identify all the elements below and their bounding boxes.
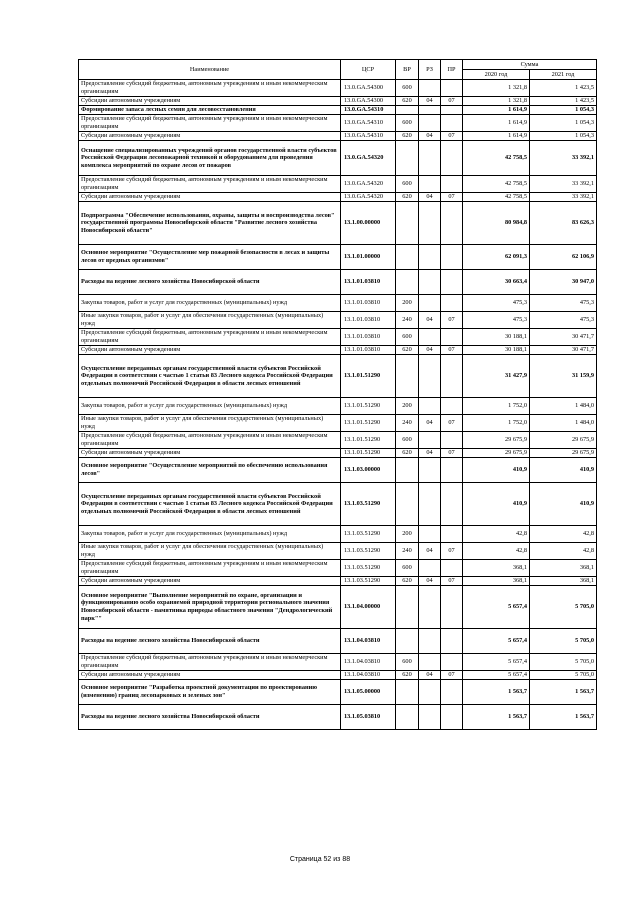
table-row (79, 629, 597, 654)
cell-2021: 42,8 (530, 543, 597, 560)
cell-2021: 33 392,1 (530, 193, 597, 202)
cell-vr: 620 (396, 97, 419, 106)
cell-pr (441, 355, 463, 398)
cell-csr: 13.0.GA.54300 (341, 97, 396, 106)
cell-2021: 83 626,3 (530, 202, 597, 245)
cell-csr: 13.0.GA.54320 (341, 141, 396, 176)
cell-vr: 600 (396, 654, 419, 671)
cell-2021: 29 675,9 (530, 432, 597, 449)
cell-2020: 1 614,9 (463, 115, 530, 132)
cell-2020: 29 675,9 (463, 449, 530, 458)
cell-pr: 07 (441, 449, 463, 458)
cell-2020: 30 188,1 (463, 329, 530, 346)
cell-csr: 13.1.04.03810 (341, 654, 396, 671)
cell-name: Предоставление субсидий бюджетным, автономным учреждениям и иным некоммерческим организациям (79, 560, 341, 577)
header-year-2020: 2020 год (463, 70, 530, 80)
cell-csr: 13.1.01.03810 (341, 312, 396, 329)
table-row (79, 346, 597, 355)
cell-rz: 04 (419, 415, 441, 432)
table-row (79, 270, 597, 295)
cell-csr: 13.1.01.51290 (341, 415, 396, 432)
cell-vr (396, 586, 419, 629)
cell-2021: 62 106,9 (530, 245, 597, 270)
cell-vr: 620 (396, 132, 419, 141)
header-sum: Сумма (463, 60, 597, 70)
cell-2021: 1 484,0 (530, 398, 597, 415)
cell-2020: 368,1 (463, 560, 530, 577)
cell-vr (396, 705, 419, 730)
cell-vr: 200 (396, 398, 419, 415)
table-row (79, 295, 597, 312)
cell-vr: 600 (396, 176, 419, 193)
table-row (79, 577, 597, 586)
cell-rz: 04 (419, 312, 441, 329)
table-row (79, 97, 597, 106)
cell-name: Закупка товаров, работ и услуг для государственных (муниципальных) нужд (79, 295, 341, 312)
table-row (79, 705, 597, 730)
cell-pr (441, 245, 463, 270)
cell-name: Субсидии автономным учреждениям (79, 671, 341, 680)
cell-2020: 1 752,0 (463, 415, 530, 432)
cell-name: Формирование запаса лесных семян для лесовосстановления (79, 106, 341, 115)
cell-csr: 13.0.GA.54300 (341, 80, 396, 97)
cell-name: Основное мероприятие "Выполнение мероприятий по охране, организации и функционированию особо охраняемой природной территории регионального значения Новосибирской области - памятника природы областного значения "Дендрологический парк"" (79, 586, 341, 629)
cell-2021: 1 563,7 (530, 680, 597, 705)
cell-csr: 13.1.01.51290 (341, 355, 396, 398)
cell-csr: 13.1.01.51290 (341, 449, 396, 458)
cell-name: Субсидии автономным учреждениям (79, 449, 341, 458)
cell-2020: 42 758,5 (463, 193, 530, 202)
cell-pr (441, 329, 463, 346)
cell-2021: 410,9 (530, 483, 597, 526)
cell-pr (441, 432, 463, 449)
page-footer: Страница 52 из 88 (289, 856, 351, 863)
cell-2021: 475,3 (530, 295, 597, 312)
cell-vr (396, 680, 419, 705)
cell-vr: 620 (396, 193, 419, 202)
table-row (79, 432, 597, 449)
cell-name: Осуществление переданных органам государственной власти субъектов Российской Федерации в соответствии с частью 1 статьи 83 Лесного кодекса Российской Федерации отдельных полномочий Российской Федерации в области лесных отношений (79, 483, 341, 526)
cell-rz (419, 654, 441, 671)
cell-pr (441, 176, 463, 193)
cell-rz: 04 (419, 132, 441, 141)
cell-2020: 5 657,4 (463, 629, 530, 654)
cell-2020: 42 758,5 (463, 141, 530, 176)
table-row (79, 560, 597, 577)
cell-rz: 04 (419, 346, 441, 355)
cell-pr (441, 202, 463, 245)
cell-pr (441, 680, 463, 705)
cell-2020: 5 657,4 (463, 671, 530, 680)
cell-vr: 200 (396, 526, 419, 543)
cell-pr (441, 705, 463, 730)
cell-name: Основное мероприятие "Осуществление мер пожарной безопасности в лесах и защиты лесов от вредных организмов" (79, 245, 341, 270)
cell-rz (419, 141, 441, 176)
cell-vr (396, 202, 419, 245)
cell-csr: 13.1.03.51290 (341, 560, 396, 577)
cell-csr: 13.1.04.00000 (341, 586, 396, 629)
cell-name: Предоставление субсидий бюджетным, автономным учреждениям и иным некоммерческим организациям (79, 432, 341, 449)
cell-csr: 13.0.GA.54320 (341, 193, 396, 202)
cell-rz (419, 115, 441, 132)
cell-name: Предоставление субсидий бюджетным, автономным учреждениям и иным некоммерческим организациям (79, 654, 341, 671)
cell-vr (396, 270, 419, 295)
cell-name: Иные закупки товаров, работ и услуг для обеспечения государственных (муниципальных) нужд (79, 543, 341, 560)
cell-name: Иные закупки товаров, работ и услуг для обеспечения государственных (муниципальных) нужд (79, 415, 341, 432)
cell-2021: 29 675,9 (530, 449, 597, 458)
cell-name: Основное мероприятие "Осуществление мероприятий по обеспечению использования лесов" (79, 458, 341, 483)
cell-csr: 13.1.04.03810 (341, 671, 396, 680)
cell-2020: 1 563,7 (463, 705, 530, 730)
cell-2021: 30 947,0 (530, 270, 597, 295)
cell-2020: 410,9 (463, 483, 530, 526)
cell-2021: 42,8 (530, 526, 597, 543)
cell-rz (419, 245, 441, 270)
table-row (79, 202, 597, 245)
cell-2021: 368,1 (530, 560, 597, 577)
table-row (79, 586, 597, 629)
cell-pr (441, 270, 463, 295)
cell-pr: 07 (441, 132, 463, 141)
cell-2021: 1 054,3 (530, 106, 597, 115)
cell-name: Предоставление субсидий бюджетным, автономным учреждениям и иным некоммерческим организациям (79, 329, 341, 346)
cell-csr: 13.1.01.03810 (341, 270, 396, 295)
table-row (79, 458, 597, 483)
header-year-2021: 2021 год (530, 70, 597, 80)
cell-csr: 13.1.03.51290 (341, 543, 396, 560)
cell-vr (396, 141, 419, 176)
cell-name: Предоставление субсидий бюджетным, автономным учреждениям и иным некоммерческим организациям (79, 176, 341, 193)
cell-2021: 1 423,5 (530, 80, 597, 97)
cell-rz: 04 (419, 671, 441, 680)
cell-pr (441, 654, 463, 671)
cell-name: Субсидии автономным учреждениям (79, 577, 341, 586)
cell-vr: 600 (396, 560, 419, 577)
cell-vr: 240 (396, 543, 419, 560)
header-vr: ВР (396, 60, 419, 80)
cell-2020: 5 657,4 (463, 654, 530, 671)
cell-name: Субсидии автономным учреждениям (79, 97, 341, 106)
header-csr: ЦСР (341, 60, 396, 80)
cell-rz: 04 (419, 449, 441, 458)
cell-rz (419, 432, 441, 449)
cell-pr (441, 560, 463, 577)
cell-rz (419, 526, 441, 543)
cell-2020: 30 188,1 (463, 346, 530, 355)
table-row (79, 415, 597, 432)
cell-2021: 30 471,7 (530, 329, 597, 346)
table-row (79, 193, 597, 202)
cell-2020: 42,8 (463, 526, 530, 543)
table-row (79, 141, 597, 176)
cell-name: Субсидии автономным учреждениям (79, 132, 341, 141)
cell-csr: 13.1.05.03810 (341, 705, 396, 730)
table-row (79, 671, 597, 680)
cell-pr (441, 115, 463, 132)
cell-2020: 1 614,9 (463, 106, 530, 115)
cell-rz (419, 560, 441, 577)
table-row (79, 543, 597, 560)
cell-vr (396, 458, 419, 483)
cell-rz: 04 (419, 193, 441, 202)
table-row (79, 329, 597, 346)
cell-vr: 600 (396, 432, 419, 449)
cell-pr: 07 (441, 346, 463, 355)
cell-name: Закупка товаров, работ и услуг для государственных (муниципальных) нужд (79, 526, 341, 543)
table-row (79, 355, 597, 398)
cell-pr (441, 586, 463, 629)
cell-2021: 1 054,3 (530, 132, 597, 141)
cell-2020: 30 663,4 (463, 270, 530, 295)
cell-vr: 620 (396, 346, 419, 355)
cell-pr (441, 106, 463, 115)
cell-2021: 1 563,7 (530, 705, 597, 730)
cell-2021: 5 705,0 (530, 654, 597, 671)
cell-name: Подпрограмма "Обеспечение использования, охраны, защиты и воспроизводства лесов" государственной программы Новосибирской области "Развитие лесного хозяйства Новосибирской области" (79, 202, 341, 245)
cell-vr: 240 (396, 312, 419, 329)
cell-rz (419, 458, 441, 483)
cell-2021: 33 392,1 (530, 176, 597, 193)
cell-rz (419, 680, 441, 705)
table-row (79, 132, 597, 141)
cell-rz (419, 629, 441, 654)
table-row (79, 449, 597, 458)
cell-2021: 5 705,0 (530, 671, 597, 680)
cell-name: Предоставление субсидий бюджетным, автономным учреждениям и иным некоммерческим организациям (79, 80, 341, 97)
cell-name: Оснащение специализированных учреждений органов государственной власти субъектов Российской Федерации лесопожарной техникой и оборудованием для проведения комплекса мероприятий по охране лесов от пожаров (79, 141, 341, 176)
table-row (79, 483, 597, 526)
cell-vr: 200 (396, 295, 419, 312)
cell-csr: 13.1.01.00000 (341, 245, 396, 270)
cell-2020: 62 091,3 (463, 245, 530, 270)
cell-pr: 07 (441, 415, 463, 432)
table-row (79, 654, 597, 671)
cell-2021: 1 484,0 (530, 415, 597, 432)
cell-2021: 31 159,9 (530, 355, 597, 398)
table-row (79, 312, 597, 329)
cell-csr: 13.0.GA.54320 (341, 176, 396, 193)
cell-vr: 620 (396, 577, 419, 586)
cell-2021: 368,1 (530, 577, 597, 586)
cell-vr: 620 (396, 671, 419, 680)
table-row (79, 398, 597, 415)
cell-name: Расходы на ведение лесного хозяйства Новосибирской области (79, 270, 341, 295)
cell-vr (396, 355, 419, 398)
cell-2020: 80 984,8 (463, 202, 530, 245)
cell-2021: 475,3 (530, 312, 597, 329)
cell-pr (441, 141, 463, 176)
cell-2021: 1 423,5 (530, 97, 597, 106)
cell-pr: 07 (441, 312, 463, 329)
cell-name: Субсидии автономным учреждениям (79, 346, 341, 355)
cell-name: Предоставление субсидий бюджетным, автономным учреждениям и иным некоммерческим организациям (79, 115, 341, 132)
table-row (79, 176, 597, 193)
cell-pr (441, 80, 463, 97)
cell-vr (396, 245, 419, 270)
cell-pr: 07 (441, 193, 463, 202)
cell-csr: 13.1.03.51290 (341, 526, 396, 543)
cell-csr: 13.1.00.00000 (341, 202, 396, 245)
cell-rz (419, 202, 441, 245)
cell-rz (419, 483, 441, 526)
cell-rz: 04 (419, 577, 441, 586)
cell-name: Осуществление переданных органам государственной власти субъектов Российской Федерации в соответствии с частью 1 статьи 83 Лесного кодекса Российской Федерации отдельных полномочий Российской Федерации в области лесных отношений (79, 355, 341, 398)
cell-vr (396, 106, 419, 115)
table-body (79, 80, 597, 730)
cell-rz (419, 106, 441, 115)
cell-name: Основное мероприятие "Разработка проектной документации по проектированию (изменению) границ лесопарковых и зеленых зон" (79, 680, 341, 705)
cell-name: Расходы на ведение лесного хозяйства Новосибирской области (79, 629, 341, 654)
cell-pr: 07 (441, 577, 463, 586)
cell-pr: 07 (441, 543, 463, 560)
cell-2020: 1 614,9 (463, 132, 530, 141)
cell-vr: 240 (396, 415, 419, 432)
cell-2020: 29 675,9 (463, 432, 530, 449)
cell-vr: 600 (396, 115, 419, 132)
cell-pr (441, 458, 463, 483)
cell-rz (419, 586, 441, 629)
cell-2020: 42,8 (463, 543, 530, 560)
header-name: Наименование (79, 60, 341, 80)
cell-vr: 600 (396, 329, 419, 346)
cell-vr: 600 (396, 80, 419, 97)
cell-2021: 33 392,1 (530, 141, 597, 176)
table-row (79, 115, 597, 132)
cell-2020: 1 321,8 (463, 80, 530, 97)
cell-pr: 07 (441, 671, 463, 680)
cell-pr (441, 295, 463, 312)
cell-name: Закупка товаров, работ и услуг для государственных (муниципальных) нужд (79, 398, 341, 415)
cell-rz (419, 295, 441, 312)
cell-name: Субсидии автономным учреждениям (79, 193, 341, 202)
cell-2020: 410,9 (463, 458, 530, 483)
cell-2021: 1 054,3 (530, 115, 597, 132)
cell-csr: 13.1.04.03810 (341, 629, 396, 654)
cell-name: Иные закупки товаров, работ и услуг для обеспечения государственных (муниципальных) нужд (79, 312, 341, 329)
table-row (79, 526, 597, 543)
cell-vr (396, 483, 419, 526)
cell-rz (419, 398, 441, 415)
cell-csr: 13.1.01.03810 (341, 346, 396, 355)
cell-2020: 475,3 (463, 295, 530, 312)
cell-csr: 13.1.01.03810 (341, 295, 396, 312)
cell-csr: 13.1.05.00000 (341, 680, 396, 705)
cell-rz (419, 329, 441, 346)
cell-rz (419, 270, 441, 295)
cell-2021: 5 705,0 (530, 629, 597, 654)
cell-pr (441, 629, 463, 654)
cell-rz: 04 (419, 543, 441, 560)
cell-csr: 13.1.03.51290 (341, 577, 396, 586)
cell-2020: 42 758,5 (463, 176, 530, 193)
cell-rz: 04 (419, 97, 441, 106)
cell-csr: 13.0.GA.54310 (341, 115, 396, 132)
budget-table (78, 59, 597, 730)
table-row (79, 80, 597, 97)
cell-2020: 1 563,7 (463, 680, 530, 705)
table-row (79, 245, 597, 270)
table-row (79, 680, 597, 705)
cell-2021: 30 471,7 (530, 346, 597, 355)
cell-csr: 13.1.01.03810 (341, 329, 396, 346)
cell-2020: 368,1 (463, 577, 530, 586)
cell-rz (419, 80, 441, 97)
cell-csr: 13.1.01.51290 (341, 398, 396, 415)
cell-name: Расходы на ведение лесного хозяйства Новосибирской области (79, 705, 341, 730)
header-pr: ПР (441, 60, 463, 80)
cell-csr: 13.1.03.51290 (341, 483, 396, 526)
cell-rz (419, 176, 441, 193)
cell-rz (419, 705, 441, 730)
cell-2020: 5 657,4 (463, 586, 530, 629)
cell-pr (441, 526, 463, 543)
cell-vr (396, 629, 419, 654)
table-row (79, 106, 597, 115)
cell-csr: 13.0.GA.54310 (341, 106, 396, 115)
header-rz: РЗ (419, 60, 441, 80)
cell-csr: 13.1.01.51290 (341, 432, 396, 449)
cell-pr (441, 398, 463, 415)
cell-2020: 31 427,9 (463, 355, 530, 398)
cell-pr (441, 483, 463, 526)
cell-2020: 1 321,8 (463, 97, 530, 106)
cell-2021: 410,9 (530, 458, 597, 483)
cell-2020: 475,3 (463, 312, 530, 329)
cell-vr: 620 (396, 449, 419, 458)
cell-pr: 07 (441, 97, 463, 106)
cell-csr: 13.1.03.00000 (341, 458, 396, 483)
cell-csr: 13.0.GA.54310 (341, 132, 396, 141)
cell-2020: 1 752,0 (463, 398, 530, 415)
cell-2021: 5 705,0 (530, 586, 597, 629)
cell-rz (419, 355, 441, 398)
